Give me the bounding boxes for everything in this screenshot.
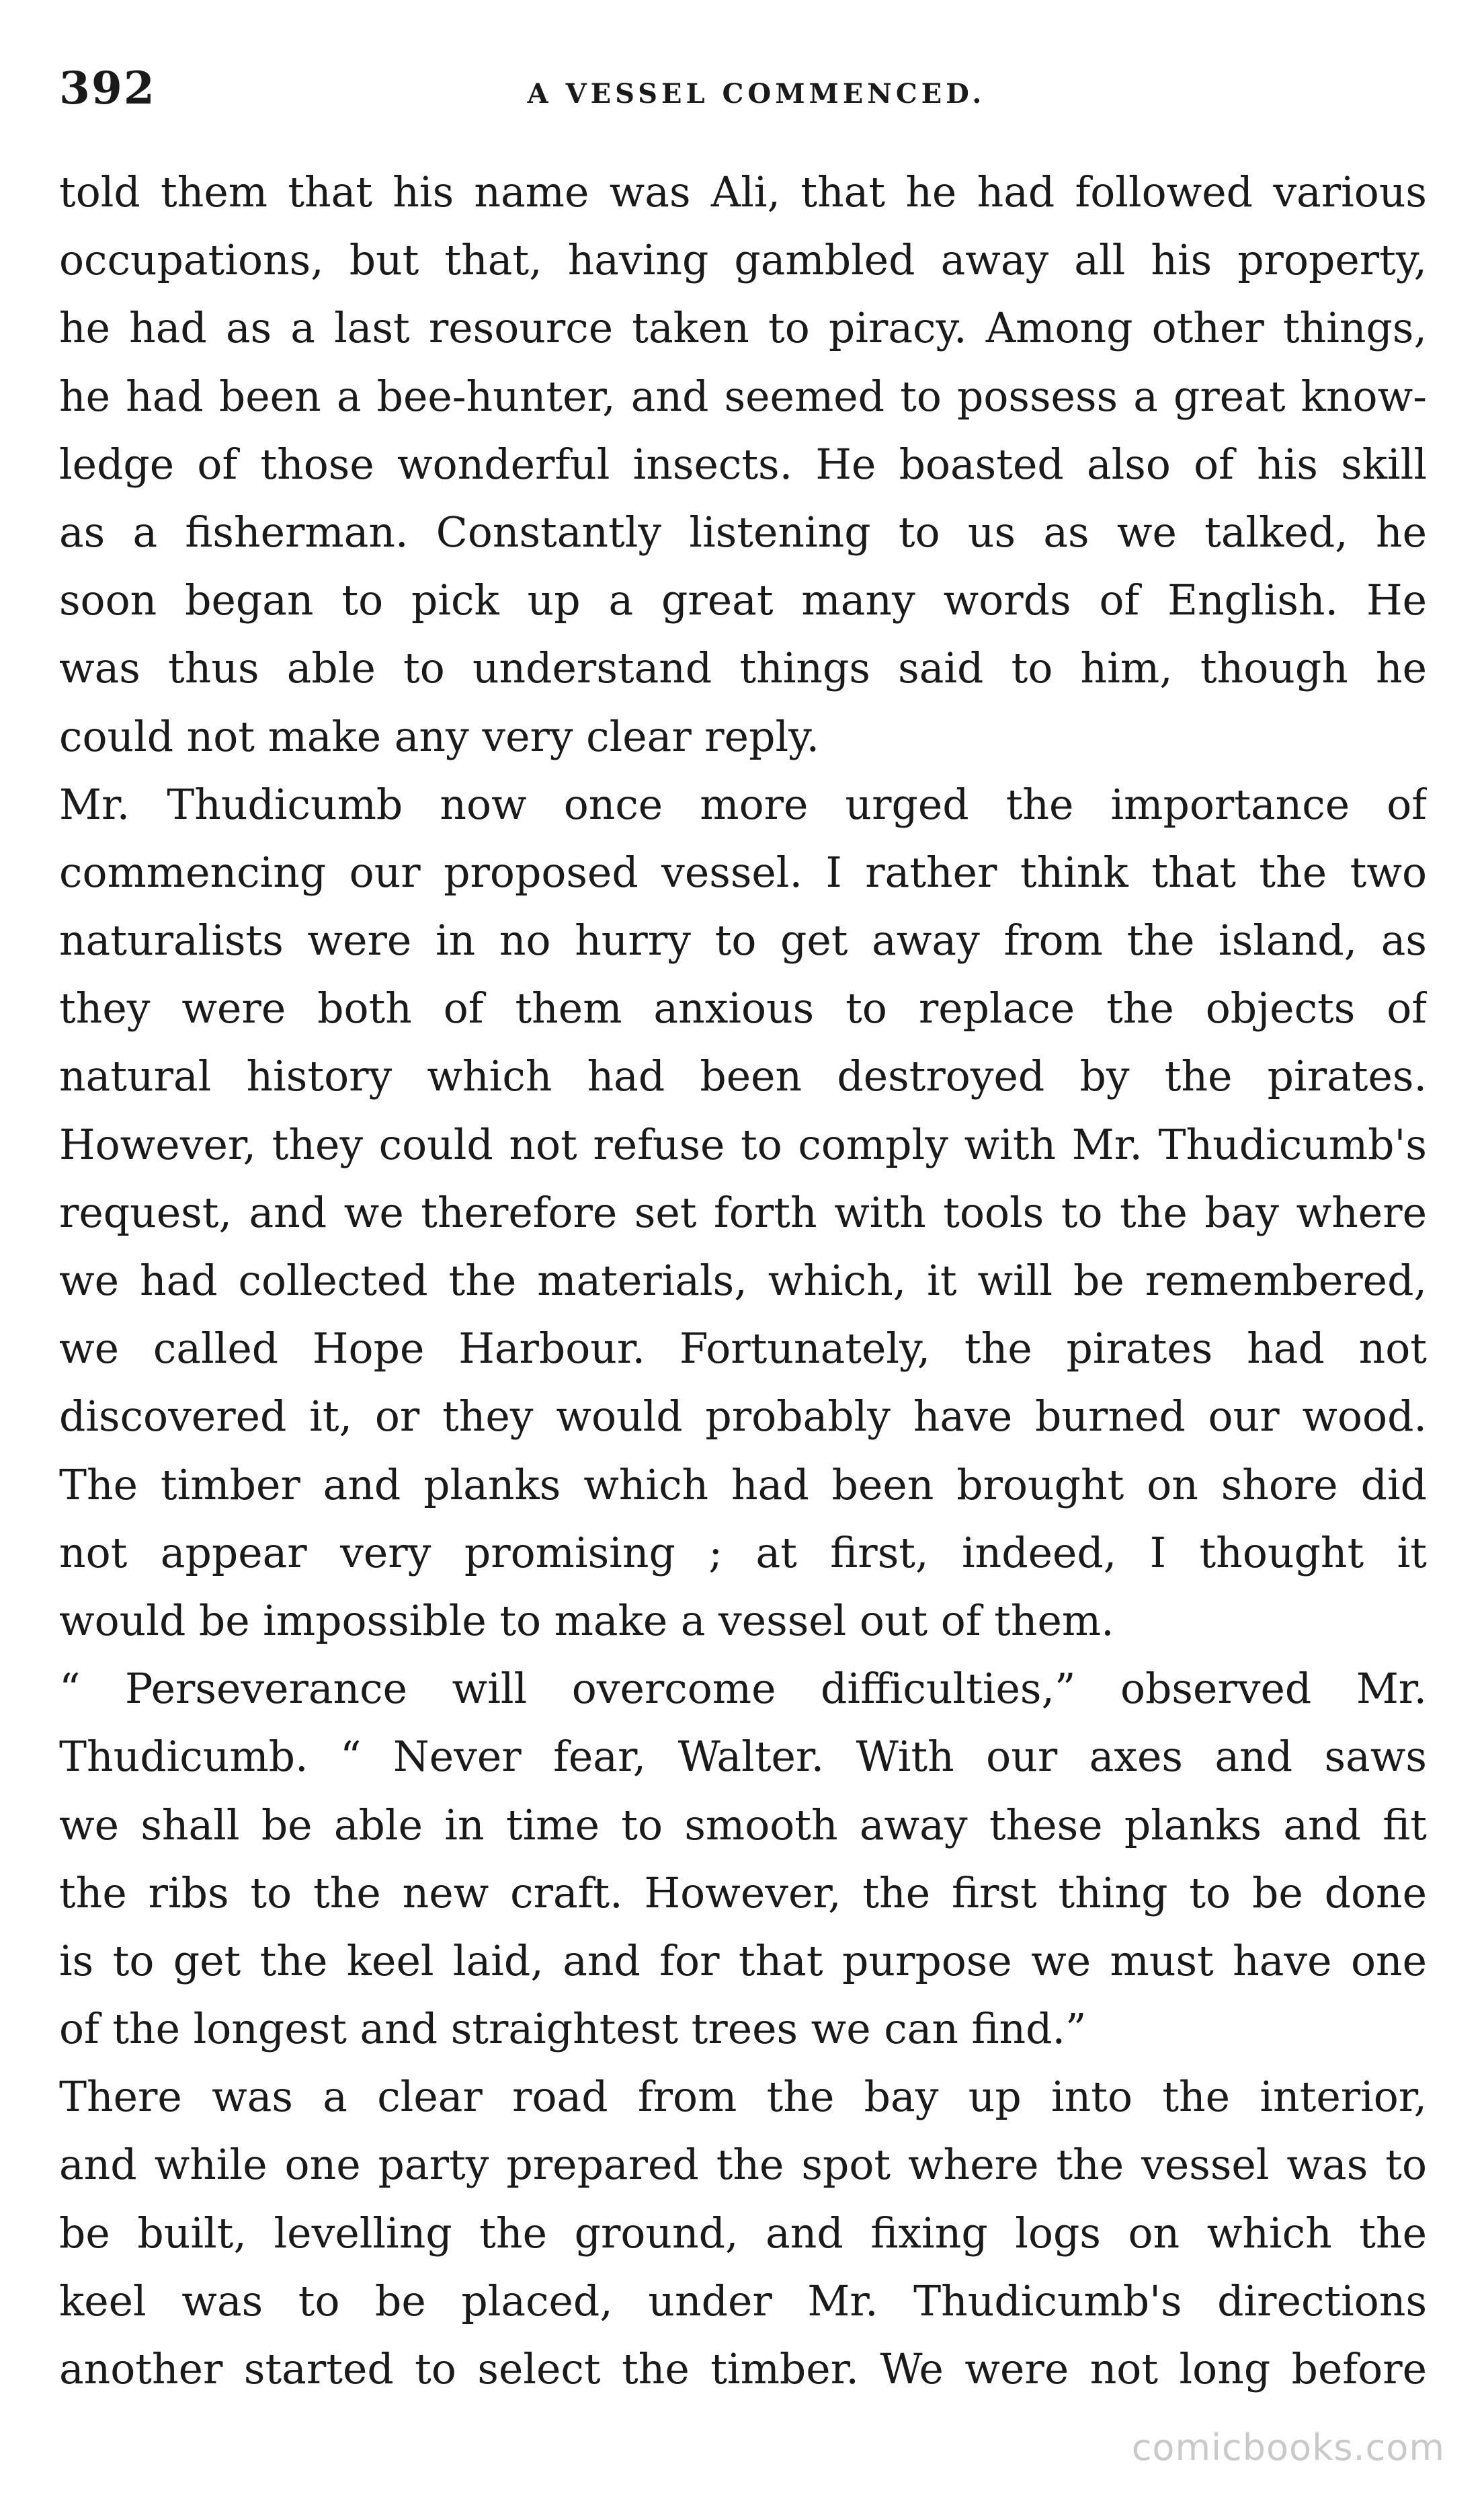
paragraph	[59, 771, 1427, 1655]
text-line: told them that his name was Ali, that he had followed various	[59, 168, 1427, 216]
text-line: Mr. Thudicumb now once more urged the importance of	[59, 780, 1427, 829]
text-line: occupations, but that, having gambled away all his property,	[59, 236, 1427, 285]
text-line: ledge of those wonderful insects. He boasted also of his skill	[59, 440, 1427, 489]
text-line: not appear very promising ; at first, indeed, I thought it	[59, 1528, 1427, 1577]
text-line: keel was to be placed, under Mr. Thudicumb's directions	[59, 2276, 1427, 2325]
text-line: could not make any very clear reply.	[59, 712, 820, 761]
page-header	[59, 62, 1427, 122]
text-line: we called Hope Harbour. Fortunately, the pirates had not	[59, 1324, 1427, 1373]
text-line: would be impossible to make a vessel out of them.	[59, 1596, 1114, 1645]
text-line: soon began to pick up a great many words of English. He	[59, 576, 1427, 625]
text-line: he had been a bee-hunter, and seemed to possess a great know-	[59, 372, 1427, 421]
text-line: the ribs to the new craft. However, the first thing to be done	[59, 1868, 1427, 1917]
paragraph	[59, 2063, 1427, 2403]
text-line: “ Perseverance will overcome difficulties,” observed Mr.	[59, 1665, 1427, 1714]
paragraph	[59, 1655, 1427, 2063]
text-line: naturalists were in no hurry to get away from the island, as	[59, 916, 1427, 965]
text-line: be built, levelling the ground, and fixing logs on which the	[59, 2208, 1427, 2258]
text-line: we had collected the materials, which, it will be remembered,	[59, 1257, 1427, 1305]
text-line: commencing our proposed vessel. I rather think that the two	[59, 848, 1427, 897]
text-line: natural history which had been destroyed by the pirates.	[59, 1052, 1427, 1101]
text-line: was thus able to understand things said to him, though he	[59, 644, 1427, 693]
running-title: A VESSEL COMMENCED.	[527, 78, 986, 110]
text-line: Thudicumb. “ Never fear, Walter. With our axes and saws	[59, 1733, 1427, 1782]
text-line: they were both of them anxious to replace the objects of	[59, 984, 1427, 1033]
text-line: There was a clear road from the bay up into the interior,	[59, 2073, 1427, 2122]
page-number: 392	[59, 62, 156, 114]
text-line: However, they could not refuse to comply with Mr. Thudicumb's	[59, 1120, 1427, 1169]
paragraph	[59, 159, 1427, 771]
body-text	[59, 159, 1427, 2403]
watermark: comicbooks.com	[1131, 2426, 1445, 2469]
text-line: discovered it, or they would probably have burned our wood.	[59, 1392, 1427, 1441]
text-line: request, and we therefore set forth with tools to the bay where	[59, 1188, 1427, 1237]
text-line: The timber and planks which had been brought on shore did	[59, 1460, 1427, 1509]
text-line: we shall be able in time to smooth away these planks and fit	[59, 1800, 1427, 1849]
text-line: is to get the keel laid, and for that purpose we must have one	[59, 1936, 1427, 1985]
text-line: another started to select the timber. We were not long before	[59, 2345, 1427, 2393]
text-line: and while one party prepared the spot where the vessel was to	[59, 2141, 1427, 2190]
text-line: as a fisherman. Constantly listening to us as we talked, he	[59, 508, 1427, 557]
text-line: of the longest and straightest trees we can find.”	[59, 2005, 1087, 2054]
text-line: he had as a last resource taken to piracy. Among other things,	[59, 304, 1427, 353]
